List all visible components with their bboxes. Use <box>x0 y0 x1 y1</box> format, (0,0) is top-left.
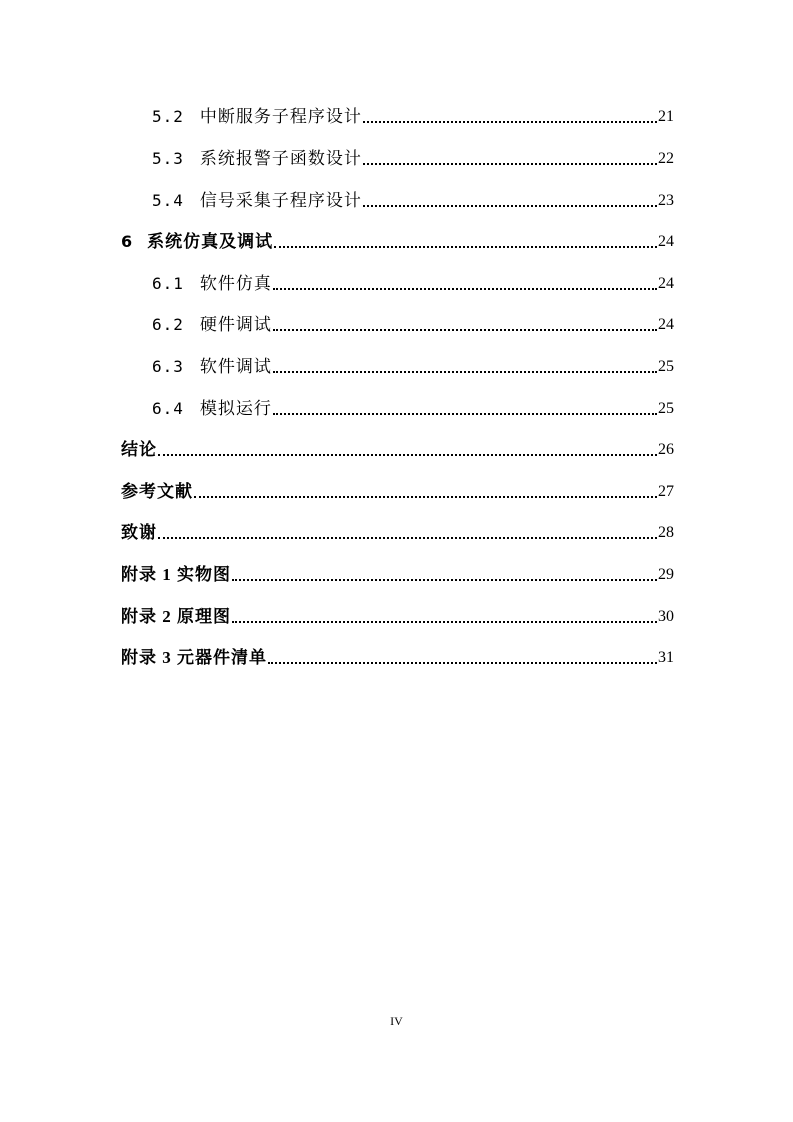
toc-entry[interactable] <box>152 145 674 169</box>
dot-leader <box>158 533 657 539</box>
toc-entry[interactable] <box>121 644 674 668</box>
toc-title: 系统报警子函数设计 <box>199 149 362 168</box>
toc-entry[interactable] <box>121 561 674 585</box>
toc-title: 信号采集子程序设计 <box>199 191 362 210</box>
toc-number: 5.2 <box>152 107 184 126</box>
toc-page-number: 21 <box>658 108 674 125</box>
toc-entry[interactable] <box>121 478 674 502</box>
dot-leader <box>232 575 657 581</box>
dot-leader <box>274 242 657 248</box>
toc-entry[interactable] <box>121 436 674 460</box>
toc-title: 结论 <box>121 440 157 459</box>
toc-title: 中断服务子程序设计 <box>199 107 362 126</box>
dot-leader <box>232 617 657 623</box>
toc-title: 参考文献 <box>121 482 193 501</box>
toc-entry[interactable] <box>152 187 674 211</box>
dot-leader <box>268 658 657 664</box>
toc-entry[interactable] <box>121 603 674 627</box>
dot-leader <box>363 159 657 165</box>
dot-leader <box>273 409 657 415</box>
toc-page-number: 24 <box>658 233 674 250</box>
toc-page-number: 25 <box>658 400 674 417</box>
toc-page-number: 24 <box>658 275 674 292</box>
toc-page-number: 22 <box>658 150 674 167</box>
toc-title: 致谢 <box>121 523 157 542</box>
toc-entry[interactable] <box>121 519 674 543</box>
dot-leader <box>273 284 657 290</box>
toc-title: 软件调试 <box>199 357 272 376</box>
dot-leader <box>363 201 657 207</box>
toc-page-number: 28 <box>658 524 674 541</box>
toc-page-number: 24 <box>658 316 674 333</box>
toc-entry[interactable] <box>152 353 674 377</box>
toc-title: 软件仿真 <box>199 274 272 293</box>
toc-title: 附录 3 元器件清单 <box>121 648 267 667</box>
toc-number: 6.2 <box>152 315 184 334</box>
page-number-footer: IV <box>390 1014 403 1028</box>
toc-page-number: 27 <box>658 483 674 500</box>
toc-title: 模拟运行 <box>199 399 272 418</box>
toc-page-number: 23 <box>658 192 674 209</box>
toc-entry[interactable] <box>152 311 674 335</box>
toc-number: 6.1 <box>152 274 184 293</box>
dot-leader <box>194 492 657 498</box>
toc-page-number: 29 <box>658 566 674 583</box>
toc-entry[interactable] <box>152 270 674 294</box>
dot-leader <box>363 117 657 123</box>
toc-number: 5.3 <box>152 149 184 168</box>
toc-number: 5.4 <box>152 191 184 210</box>
toc-page-number: 30 <box>658 608 674 625</box>
toc-entry[interactable] <box>152 103 674 127</box>
toc-title: 硬件调试 <box>199 315 272 334</box>
toc-number: 6.4 <box>152 399 184 418</box>
toc-title: 系统仿真及调试 <box>147 232 274 251</box>
toc-entry[interactable] <box>121 228 674 252</box>
toc-page-number: 25 <box>658 358 674 375</box>
toc-title: 附录 2 原理图 <box>121 607 231 626</box>
toc-number: 6.3 <box>152 357 184 376</box>
dot-leader <box>158 450 657 456</box>
dot-leader <box>273 367 657 373</box>
toc-number: 6 <box>121 232 134 251</box>
toc-page-number: 31 <box>658 649 674 666</box>
toc-entry[interactable] <box>152 395 674 419</box>
toc-page-number: 26 <box>658 441 674 458</box>
dot-leader <box>273 325 657 331</box>
toc-title: 附录 1 实物图 <box>121 565 231 584</box>
